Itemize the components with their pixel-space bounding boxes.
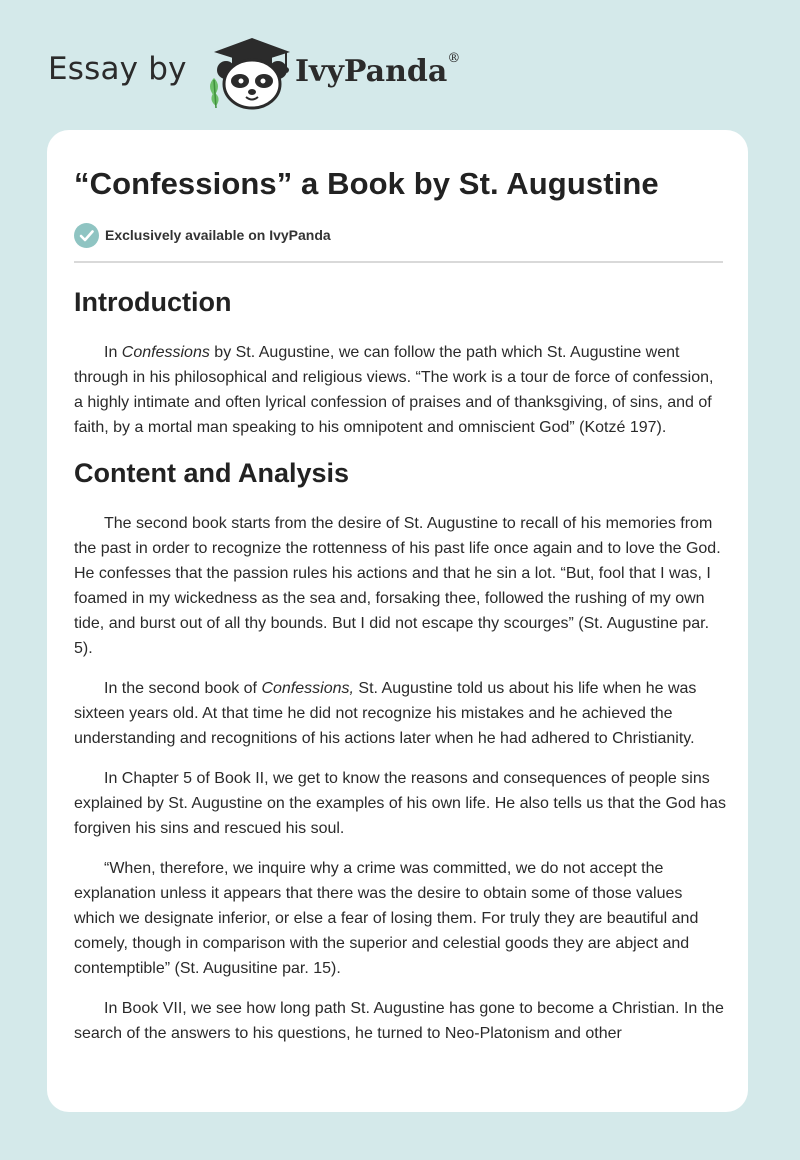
- brand-name-text: IvyPanda: [295, 54, 448, 89]
- section-heading-content-analysis: Content and Analysis: [74, 458, 350, 488]
- paragraph: In Chapter 5 of Book II, we get to know the reasons and consequences of people sins explained by St. Augustine on the examples of his own life. He also tells us that the God has forgiven his sins and rescued his soul.: [74, 770, 726, 837]
- essay-body: [74, 282, 726, 1061]
- title-divider: [74, 261, 723, 263]
- check-circle-icon: [74, 223, 99, 248]
- paragraph: [74, 340, 726, 440]
- paragraph-text: In: [104, 344, 122, 361]
- section-heading-introduction: Introduction: [74, 287, 232, 317]
- book-title: Confessions: [121, 344, 210, 361]
- registered-mark: ®: [447, 51, 461, 66]
- exclusive-badge-text: Exclusively available on IvyPanda: [105, 227, 331, 243]
- brand-prefix: Essay by: [48, 51, 187, 87]
- paragraph: [74, 676, 726, 751]
- paragraph: In Book VII, we see how long path St. Augustine has gone to become a Christian. In the search of the answers to his questions, he turned to Neo-Platonism and other: [74, 1000, 724, 1042]
- paragraph-text: St. Augustine told us about his life when he was sixteen years old. At that time he did not recognize his mistakes and he achieved the understanding and recognitions of his actions later when he had adhered to Christianity.: [74, 680, 697, 747]
- book-title: Confessions,: [261, 680, 354, 697]
- paragraph: “When, therefore, we inquire why a crime was committed, we do not accept the explanation unless it appears that there was the desire to obtain some of those values which we designate inferior, or else a fear of losing them. For truly they are beautiful and comely, though in comparison with the superior and celestial goods they are abject and contemptible” (St. Augusitine par. 15).: [74, 860, 699, 977]
- essay-card: [47, 130, 748, 1112]
- paragraph-text: In the second book of: [104, 680, 262, 697]
- paragraph-text: by St. Augustine, we can follow the path which St. Augustine went through in his philosophical and religious views. “The work is a tour de force of confession, a highly intimate and often lyrical confession of praises and of thanksgiving, of sins, and of faith, by a mortal man speaking to his omnipotent and omniscient God” (Kotzé 197).: [74, 344, 714, 436]
- exclusive-badge: [74, 222, 331, 248]
- paragraph: The second book starts from the desire of St. Augustine to recall of his memories from the past in order to recognize the rottenness of his past life once again and to love the God. He confesses that the passion rules his actions and that he sin a lot. “But, fool that I was, I foamed in my wickedness as the sea and, forsaking thee, followed the rushing of my own tide, and burst out of all thy bounds. But I did not escape thy scourges” (St. Augustine par. 5).: [74, 515, 721, 657]
- brand-name[interactable]: [295, 51, 461, 89]
- brand-header: [48, 34, 508, 114]
- panda-logo-icon[interactable]: [202, 34, 298, 110]
- essay-title: “Confessions” a Book by St. Augustine: [74, 166, 659, 201]
